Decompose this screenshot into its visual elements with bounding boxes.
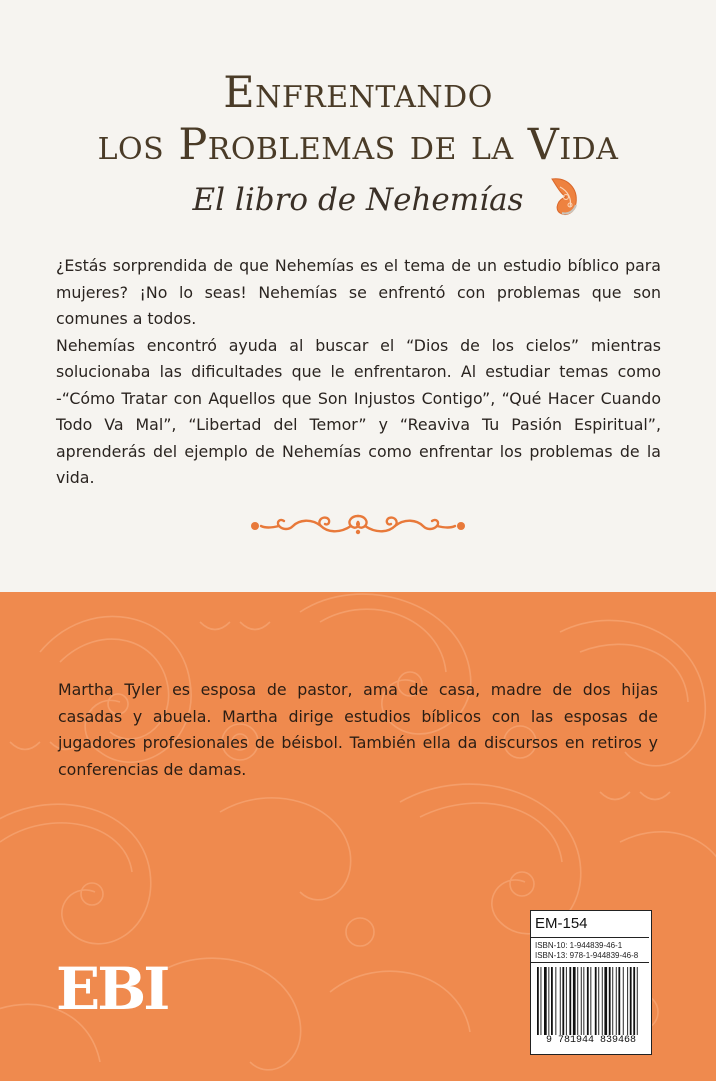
description-paragraph-1: ¿Estás sorprendida de que Nehemías es el tema de un estudio bíblico para mujeres? ¡No lo seas! Nehemías se enfrentó con problemas que son comunes a todos. [56,256,661,328]
title-line-1: Enfrentando [223,68,493,118]
author-bio: Martha Tyler es esposa de pastor, ama de casa, madre de dos hijas casadas y abuela. Martha dirige estudios bíblicos con las esposas de jugadores profesionales de béisbol. También ella da discursos en retiros y conferencias de damas. [58,680,658,779]
scroll-ornament-icon [243,510,473,540]
barcode-panel [530,910,652,1055]
subtitle: El libro de Nehemías [192,182,524,218]
barcode-icon [537,967,645,1035]
description-paragraph-2: Nehemías encontró ayuda al buscar el “Dios de los cielos” mientras solucionaba las dificultades que le enfrentaron. Al estudiar temas como -“Cómo Tratar con Aquellos que Son Injustos Contigo”, “Qué Hacer Cuando Todo Va Mal”, “Libertad del Temor” y “Reaviva Tu Pasión Espiritual”, aprenderás del ejemplo de Nehemías como enfrentar los problemas de la vida. [56,335,661,487]
publisher-logo: EBI [56,955,168,1023]
cover-bottom-panel [0,592,716,1081]
title-line-2: los Problemas de la Vida [97,120,619,170]
barcode-digits: 9 781944 839468 [545,1035,636,1046]
description [56,253,661,492]
isbn-13: ISBN-13: 978-1-944839-46-8 [535,951,639,960]
product-code: EM-154 [535,915,588,932]
leaf-ornament-icon [548,175,580,219]
isbn-10: ISBN-10: 1-944839-46-1 [535,941,623,950]
